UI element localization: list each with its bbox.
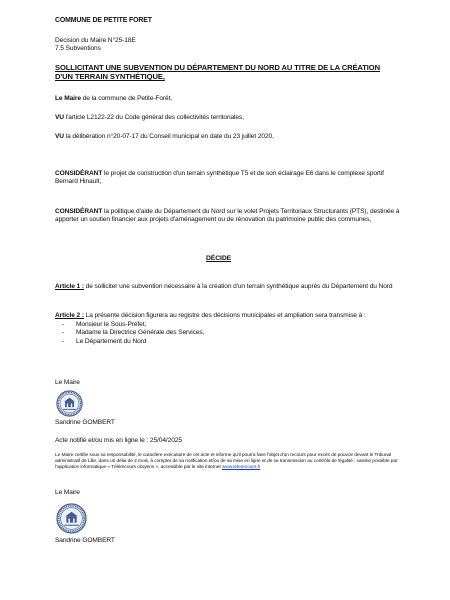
vu-label-1: VU	[55, 114, 64, 121]
decision-category: 7.5 Subventions	[55, 45, 101, 52]
telerecours-link[interactable]: www.telerecours.fr	[221, 465, 261, 471]
article-1	[55, 283, 400, 291]
considerant-text-1: le projet de construction d'un terrain synthétique T5 et de son éclairage E6 dans le complexe sportif Bernard Hinault,	[55, 170, 384, 186]
mayor-commune: de la commune de Petite-Forêt,	[80, 95, 173, 102]
considerant-label-2: CONSIDÉRANT	[55, 208, 103, 215]
recipient-item: - Madame la Directrice Générale des Services,	[62, 329, 204, 337]
notification-line: Acte notifié et/ou mis en ligne le : 25/04/2025	[55, 437, 182, 444]
considerant-text-2: la politique d'aide du Département du Nord sur le volet Projets Territoriaux Structurants (PTS), destinée à apporter un soutien financier aux projets d'aménagement ou de rénovation du patrimoine public des communes,	[55, 208, 400, 224]
legal-notice-text: Le Maire certifie sous sa responsabilité, le caractère exécutoire de cet acte et informe qu'il pourra faire l'objet d'un recours pour excès de pouvoir devant le Tribunal administratif de Lille, dans un délai de 2 mois, à compter de sa notification et/ou de sa mise en ligne et de sa transmission au contrôle de légalité ; saisine possible par l'application informatique « Télérecours citoyens », accessible par le site internet	[55, 453, 398, 471]
decision-object: SOLLICITANT UNE SUBVENTION DU DÉPARTEMENT DU NORD AU TITRE DE LA CRÉATION D'UN TERRAIN SYNTHÉTIQUE,	[55, 63, 380, 81]
considerant-1	[55, 170, 400, 187]
signature-role-1: Le Maire	[55, 379, 80, 386]
signatory-name-2: Sandrine GOMBERT	[55, 537, 115, 544]
article-2-text: La présente décision figurera au registre des décisions municipales et ampliation sera transmise à :	[83, 312, 366, 319]
recipients-list	[62, 321, 204, 346]
vu-clause-1	[55, 114, 244, 122]
vu-text-2: la délibération n°20-07-17 du Conseil municipal en date du 23 juillet 2020,	[63, 133, 274, 140]
article-1-text: de solliciter une subvention nécessaire à la création d'un terrain synthétique auprès du Département du Nord	[83, 283, 393, 290]
commune-name: COMMUNE DE PETITE FORET	[55, 17, 152, 24]
legal-notice	[55, 453, 405, 472]
considerant-2	[55, 208, 400, 225]
vu-text-1: l'article L2122-22 du Code général des collectivités territoriales,	[63, 114, 244, 121]
mayor-intro	[55, 95, 172, 103]
recipient-item: - Monsieur le Sous-Préfet,	[62, 321, 204, 329]
recipient-item: - Le Département du Nord	[62, 338, 204, 346]
decision-number: Décision du Maire N°25-18E	[55, 37, 136, 44]
municipal-seal-icon	[56, 503, 87, 534]
vu-label-2: VU	[55, 133, 64, 140]
considerant-label-1: CONSIDÉRANT	[55, 170, 103, 177]
article-2-label: Article 2 :	[55, 312, 84, 319]
decide-heading: DÉCIDE	[206, 255, 232, 262]
article-1-label: Article 1 :	[55, 283, 84, 290]
signatory-name-1: Sandrine GOMBERT	[55, 419, 115, 426]
signature-role-2: Le Maire	[55, 489, 80, 496]
vu-clause-2	[55, 133, 274, 141]
municipal-seal-icon	[56, 390, 83, 417]
article-2	[55, 312, 400, 320]
mayor-label: Le Maire	[55, 95, 81, 102]
